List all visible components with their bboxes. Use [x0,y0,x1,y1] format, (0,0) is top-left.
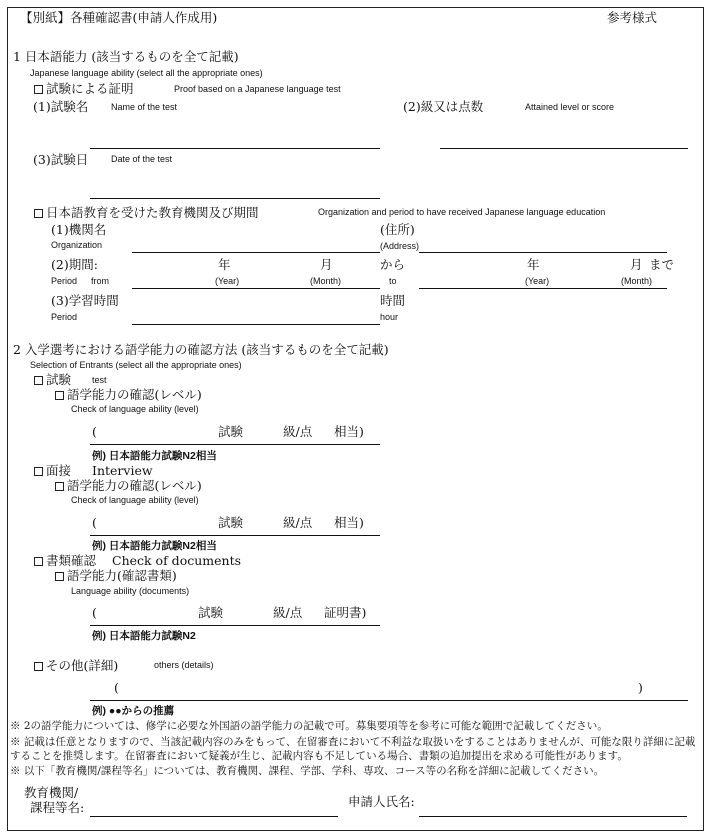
interview-level-label-en: Check of language ability (level) [71,495,199,505]
other-label: その他(詳細) [46,658,119,673]
org-field[interactable] [132,240,380,253]
start-month-unit-en: (Month) [310,276,342,286]
interview-level-checkbox[interactable] [55,482,64,491]
hour-unit: 時間 [380,293,406,308]
end-year-unit-en: (Year) [525,276,550,286]
test-date-label-en: Date of the test [111,154,173,164]
other-example: 例) ●●からの推薦 [92,705,175,717]
hour-unit-en: hour [380,312,399,322]
study-hours-label-en: Period [51,312,78,322]
section1-heading: 1 日本語能力 (該当するものを全て記載) [13,49,239,64]
period-end-field[interactable] [419,276,667,289]
test-name-field[interactable] [90,136,380,149]
exam-checkbox[interactable] [34,376,43,385]
interview-label-en: Interview [92,463,153,478]
interview-label: 面接 [46,463,72,478]
end-month-unit: 月 [630,257,643,272]
period-to-en: to [389,276,397,286]
period-made: まで [649,257,675,272]
org-label: (1)機関名 [51,222,107,237]
education-option[interactable] [34,207,259,220]
test-proof-label-en: Proof based on a Japanese language test [174,84,341,94]
note-3: ※ 以下「教育機関/課程等名」については、教育機関、課程、学部、学科、専攻、コース等の名称を詳細に記載してください。 [10,765,605,777]
level-label-en: Attained level or score [525,102,615,112]
test-date-field[interactable] [90,186,380,199]
applicant-name-field[interactable] [419,804,687,817]
institution-label-line2: 課程等名: [30,800,85,815]
documents-ability-option[interactable] [55,570,177,583]
documents-label-en: Check of documents [112,553,242,568]
period-kara: から [380,257,406,272]
test-proof-option[interactable] [34,83,134,96]
test-proof-label: 試験による証明 [46,81,134,96]
interview-level-option[interactable] [55,480,202,493]
address-field[interactable] [419,240,667,253]
period-from-en: from [91,276,109,286]
exam-label-en: test [92,375,107,385]
documents-label: 書類確認 [46,553,97,568]
documents-ability-label-en: Language ability (documents) [71,586,190,596]
note-2-continued: することを推奨します。在留審査において疑義が生じ、記載内容も不足している場合、書類の追加提出を求める可能性があります。 [10,750,628,762]
documents-example: 例) 日本語能力試験N2 [92,630,196,642]
education-label-en: Organization and period to have received Japanese language education [318,207,606,217]
exam-level-option[interactable] [55,389,202,402]
end-year-unit: 年 [527,257,540,272]
test-name-label-en: Name of the test [111,102,178,112]
start-year-unit-en: (Year) [215,276,240,286]
exam-level-label: 語学能力の確認(レベル) [67,387,202,402]
other-label-en: others (details) [154,660,214,670]
other-details-field[interactable]: ( ) [90,682,688,695]
exam-label: 試験 [46,372,72,387]
study-hours-label: (3)学習時間 [51,293,119,308]
period-start-field[interactable] [132,276,380,289]
level-label: (2)級又は点数 [403,99,484,114]
exam-option[interactable] [34,374,71,387]
institution-name-field[interactable] [90,804,338,817]
address-label: (住所) [380,222,415,237]
other-option[interactable] [34,660,118,673]
period-label-en: Period [51,276,78,286]
interview-checkbox[interactable] [34,467,43,476]
period-label: (2)期間: [51,257,98,272]
other-checkbox[interactable] [34,662,43,671]
test-date-label: (3)試験日 [33,152,89,167]
interview-option[interactable] [34,465,71,478]
documents-option[interactable] [34,555,96,568]
documents-ability-field[interactable]: ( 試験 級/点 証明書) [90,607,380,620]
section2-heading: 2 入学選考における語学能力の確認方法 (該当するものを全て記載) [13,342,389,357]
exam-level-field[interactable]: ( 試験 級/点 相当) [90,426,380,439]
start-year-unit: 年 [218,257,231,272]
documents-ability-label: 語学能力(確認書類) [67,568,177,583]
level-field[interactable] [440,136,688,149]
note-2: ※ 記載は任意となりますので、当該記載内容のみをもって、在留審査において不利益な取扱いをすることはありませんが、可能な限り詳細に記載 [10,736,696,748]
document-title: 【別紙】各種確認書(申請人作成用) [20,10,218,25]
section2-heading-en: Selection of Entrants (select all the appropriate ones) [30,360,242,370]
exam-level-checkbox[interactable] [55,391,64,400]
interview-level-field[interactable]: ( 試験 級/点 相当) [90,517,380,530]
address-label-en: (Address) [380,241,420,251]
start-month-unit: 月 [320,257,333,272]
documents-checkbox[interactable] [34,557,43,566]
documents-ability-checkbox[interactable] [55,572,64,581]
org-label-en: Organization [51,240,103,250]
institution-label-line1: 教育機関/ [24,785,79,800]
end-month-unit-en: (Month) [621,276,653,286]
exam-level-label-en: Check of language ability (level) [71,404,199,414]
section1-heading-en: Japanese language ability (select all the appropriate ones) [30,68,263,78]
applicant-name-label: 申請人氏名: [348,794,415,809]
test-proof-checkbox[interactable] [34,85,43,94]
interview-example: 例) 日本語能力試験N2相当 [92,540,217,552]
interview-level-label: 語学能力の確認(レベル) [67,478,202,493]
test-name-label: (1)試験名 [33,99,89,114]
note-1: ※ 2の語学能力については、修学に必要な外国語の語学能力の記載で可。募集要項等を参考に可能な範囲で記載してください。 [10,720,608,732]
form-type-label: 参考様式 [607,10,658,25]
study-hours-field[interactable] [132,312,380,325]
exam-example: 例) 日本語能力試験N2相当 [92,450,217,462]
education-checkbox[interactable] [34,209,43,218]
education-label: 日本語教育を受けた教育機関及び期間 [46,205,259,220]
